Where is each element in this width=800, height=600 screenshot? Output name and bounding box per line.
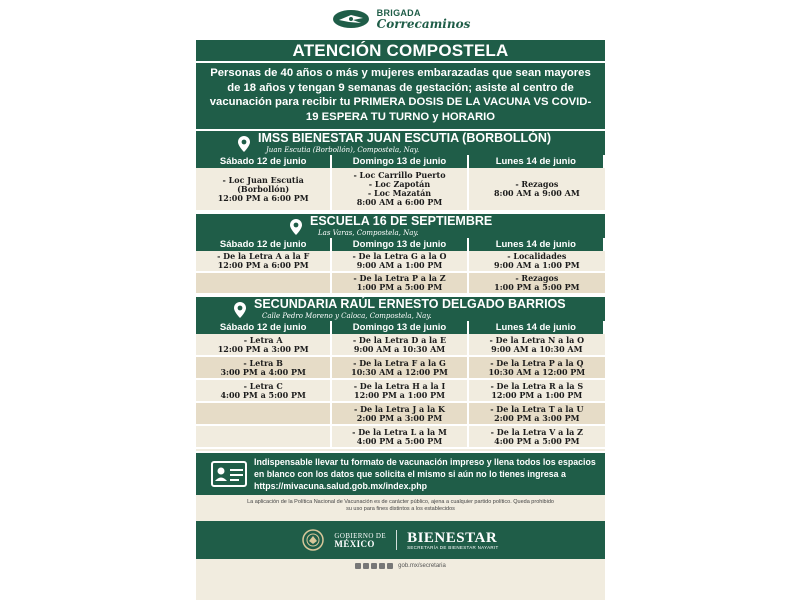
schedule-line: - De la Letra F a la G bbox=[353, 357, 446, 368]
government-footer bbox=[196, 521, 605, 559]
schedule-line: 9:00 AM a 10:30 AM bbox=[353, 343, 446, 354]
site-header bbox=[196, 212, 605, 238]
schedule-cell bbox=[196, 380, 332, 403]
schedule-cell bbox=[469, 251, 605, 273]
schedule-line: - De la Letra V a la Z bbox=[490, 426, 583, 437]
schedule-cell bbox=[332, 403, 468, 426]
day-header: Sábado 12 de junio bbox=[196, 155, 332, 168]
mexico-seal-icon bbox=[302, 529, 324, 551]
schedule-cell bbox=[469, 273, 605, 295]
schedule-line: 12:00 PM a 3:00 PM bbox=[217, 343, 309, 354]
site-header bbox=[196, 129, 605, 155]
day-header: Lunes 14 de junio bbox=[469, 155, 605, 168]
schedule-line: 10:30 AM a 12:00 PM bbox=[351, 366, 448, 377]
brigada-wordmark bbox=[377, 9, 471, 30]
schedule-line: (Borbollón) bbox=[237, 183, 290, 194]
schedule-line: - De la Letra L a la M bbox=[352, 426, 447, 437]
schedule-line: - Rezagos bbox=[515, 273, 559, 283]
schedule-line: - De la Letra R a la S bbox=[490, 380, 584, 391]
schedule-line: 12:00 PM a 6:00 PM bbox=[217, 260, 309, 270]
schedule-cell bbox=[196, 403, 332, 426]
schedule-line: - De la Letra T a la U bbox=[490, 403, 584, 414]
schedule-line: - Localidades bbox=[507, 251, 567, 261]
footer-divider bbox=[396, 530, 397, 550]
schedule-line: 12:00 PM a 1:00 PM bbox=[491, 389, 583, 400]
schedule-line: 1:00 PM a 5:00 PM bbox=[356, 282, 443, 292]
schedule-line: - Loc Carrillo Puerto bbox=[353, 170, 446, 180]
requirement-text: Indispensable llevar tu formato de vacunación impreso y llena todos los espacios en blanco con los datos que solicita el mismo si aún no lo tienes ingresa a https://mivacuna.salud.gob.mx/index.php bbox=[254, 457, 596, 491]
location-pin-icon bbox=[234, 302, 246, 318]
day-header: Sábado 12 de junio bbox=[196, 238, 332, 251]
schedule-line: 9:00 AM a 1:00 PM bbox=[494, 260, 580, 270]
schedule-line: - De la Letra H a la I bbox=[353, 380, 446, 391]
requirement-note bbox=[196, 451, 605, 495]
schedule-line: - De la Letra P a la Z bbox=[353, 273, 446, 283]
web-icon[interactable] bbox=[387, 563, 393, 569]
intro-run: 40 años o más y mujeres embarazadas bbox=[280, 67, 490, 79]
legal-footnote: La aplicación de la Política Nacional de Vacunación es de carácter público, ajena a cualquier partido político. Queda prohibido su uso para fines distintos a los establecidos bbox=[247, 499, 554, 512]
id-card-icon bbox=[211, 461, 247, 487]
schedule-line: 4:00 PM a 5:00 PM bbox=[356, 435, 443, 446]
schedule-line: 9:00 AM a 10:30 AM bbox=[491, 343, 583, 354]
day-header: Lunes 14 de junio bbox=[469, 238, 605, 251]
social-handle[interactable]: gob.mx/secretaria bbox=[398, 563, 446, 569]
schedule-line: - De la Letra J a la K bbox=[353, 403, 445, 414]
schedule-line: 4:00 PM a 5:00 PM bbox=[220, 389, 306, 400]
schedule-line: - Letra A bbox=[243, 334, 283, 345]
schedule-line: - De la Letra G a la O bbox=[352, 251, 447, 261]
bienestar-subtitle: SECRETARÍA DE BIENESTAR NAYARIT bbox=[407, 544, 499, 550]
poster-title: ATENCIÓN COMPOSTELA bbox=[196, 38, 605, 63]
site-address: Juan Escutia (Borbollón), Compostela, Nay. bbox=[266, 146, 420, 154]
intro-run: Personas de bbox=[210, 67, 281, 79]
schedule-line: - De la Letra D a la E bbox=[352, 334, 447, 345]
schedule-line: 1:00 PM a 5:00 PM bbox=[494, 282, 580, 292]
day-header: Sábado 12 de junio bbox=[196, 321, 332, 334]
social-bar bbox=[196, 559, 605, 573]
day-header: Domingo 13 de junio bbox=[332, 238, 468, 251]
site-address: Calle Pedro Moreno y Caloca, Compostela, Nay. bbox=[262, 312, 432, 320]
sites-container bbox=[196, 129, 605, 449]
location-pin-icon bbox=[238, 136, 250, 152]
schedule-line: 12:00 PM a 1:00 PM bbox=[354, 389, 445, 400]
site-header bbox=[196, 295, 605, 321]
schedule-cell bbox=[332, 380, 468, 403]
schedule-line: 12:00 PM a 6:00 PM bbox=[217, 192, 309, 203]
schedule-cell bbox=[196, 168, 332, 212]
site-name: ESCUELA 16 DE SEPTIEMBRE bbox=[310, 214, 493, 228]
schedule-cell bbox=[332, 334, 468, 357]
schedule-line: 8:00 AM a 9:00 AM bbox=[493, 188, 580, 198]
schedule-cell bbox=[332, 357, 468, 380]
schedule-grid bbox=[196, 321, 605, 449]
brigada-bottom-text: Correcaminos bbox=[376, 16, 471, 31]
schedule-line: 3:00 PM a 4:00 PM bbox=[220, 366, 306, 377]
schedule-line: - Loc Zapotán bbox=[368, 179, 431, 189]
schedule-cell bbox=[332, 251, 468, 273]
schedule-line: 2:00 PM a 3:00 PM bbox=[494, 412, 580, 423]
schedule-line: 9:00 AM a 1:00 PM bbox=[356, 260, 443, 270]
schedule-grid bbox=[196, 155, 605, 212]
schedule-line: 10:30 AM a 12:00 PM bbox=[488, 366, 586, 377]
schedule-cell bbox=[196, 251, 332, 273]
brigada-logo-icon bbox=[331, 8, 371, 30]
schedule-cell bbox=[196, 273, 332, 295]
schedule-cell bbox=[469, 357, 605, 380]
schedule-line: 2:00 PM a 3:00 PM bbox=[356, 412, 443, 423]
schedule-cell bbox=[469, 168, 605, 212]
brigada-top-text: BRIGADA bbox=[376, 7, 421, 18]
gobierno-de-mexico bbox=[334, 532, 386, 549]
schedule-line: - Letra C bbox=[243, 380, 283, 391]
schedule-line: - Letra B bbox=[243, 357, 283, 368]
site-name: SECUNDARIA RAÚL ERNESTO DELGADO BARRIOS bbox=[254, 297, 566, 311]
intro-text bbox=[196, 63, 605, 129]
intro-run: que sean mayores de 18 años y tengan 9 semanas de gestación; asiste al centro de vacunación para recibir tu bbox=[209, 67, 591, 108]
facebook-icon[interactable] bbox=[355, 563, 361, 569]
site-name: IMSS BIENESTAR JUAN ESCUTIA (BORBOLLÓN) bbox=[258, 131, 552, 145]
schedule-cell bbox=[332, 168, 468, 212]
schedule-cell bbox=[196, 357, 332, 380]
schedule-line: 4:00 PM a 5:00 PM bbox=[494, 435, 580, 446]
gov-line1: GOBIERNO DE bbox=[334, 531, 387, 540]
vaccination-poster bbox=[196, 0, 605, 600]
instagram-icon[interactable] bbox=[371, 563, 377, 569]
schedule-line: - Rezagos bbox=[515, 179, 559, 189]
schedule-line: - Loc Juan Escutia bbox=[222, 174, 304, 185]
schedule-line: 8:00 AM a 6:00 PM bbox=[356, 197, 443, 207]
schedule-line: - De la Letra N a la O bbox=[489, 334, 585, 345]
bienestar-logo bbox=[407, 531, 498, 550]
schedule-cell bbox=[469, 426, 605, 449]
schedule-cell bbox=[332, 273, 468, 295]
bienestar-text: BIENESTAR bbox=[407, 529, 498, 546]
location-pin-icon bbox=[290, 219, 302, 235]
schedule-line: - Loc Mazatán bbox=[367, 188, 432, 198]
schedule-cell bbox=[469, 380, 605, 403]
youtube-icon[interactable] bbox=[379, 563, 385, 569]
schedule-grid bbox=[196, 238, 605, 295]
schedule-cell bbox=[196, 426, 332, 449]
schedule-line: - De la Letra A a la F bbox=[217, 251, 310, 261]
schedule-cell bbox=[469, 403, 605, 426]
day-header: Lunes 14 de junio bbox=[469, 321, 605, 334]
day-header: Domingo 13 de junio bbox=[332, 155, 468, 168]
brigada-header bbox=[196, 0, 605, 38]
schedule-cell bbox=[332, 426, 468, 449]
schedule-cell bbox=[469, 334, 605, 357]
schedule-cell bbox=[196, 334, 332, 357]
site-address: Las Varas, Compostela, Nay. bbox=[318, 229, 419, 237]
intro-run: PRIMERA DOSIS DE LA VACUNA VS COVID-19 ESPERA TU TURNO y HORARIO bbox=[305, 96, 592, 123]
gov-line2: MÉXICO bbox=[334, 538, 375, 549]
twitter-icon[interactable] bbox=[363, 563, 369, 569]
schedule-line: - De la Letra P a la Q bbox=[490, 357, 584, 368]
day-header: Domingo 13 de junio bbox=[332, 321, 468, 334]
